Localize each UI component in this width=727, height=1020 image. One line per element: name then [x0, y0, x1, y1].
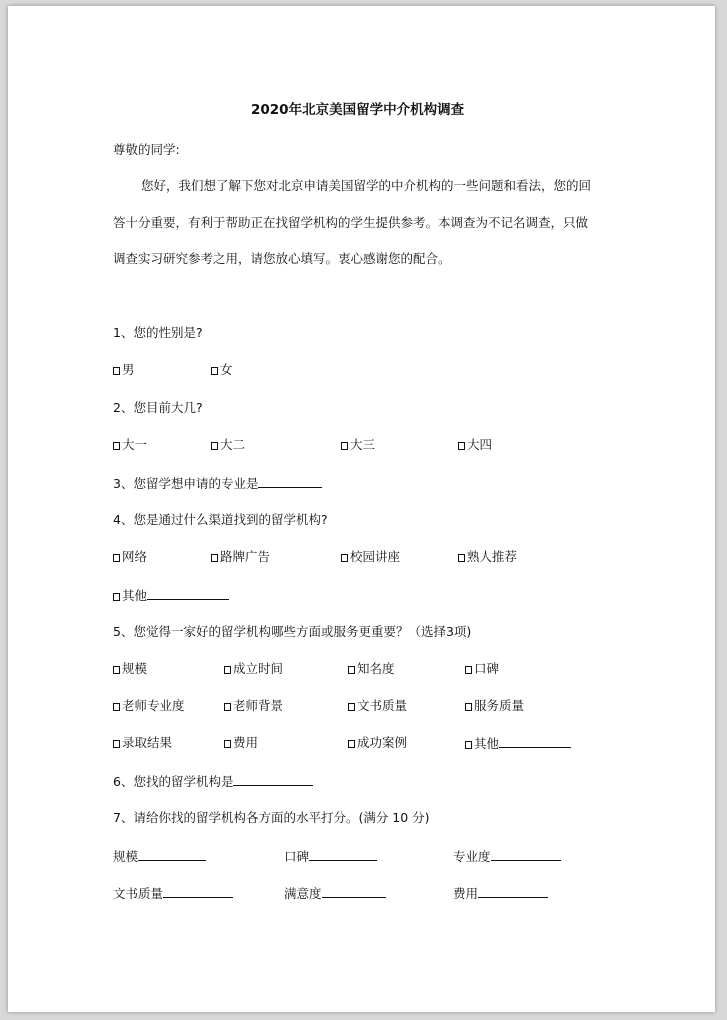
rating-fees: 费用 — [453, 885, 548, 902]
option-campus-talk[interactable]: 校园讲座 — [341, 549, 400, 565]
option-other-factor[interactable]: 其他 — [465, 735, 571, 752]
checkbox-icon[interactable] — [113, 740, 120, 748]
checkbox-icon[interactable] — [211, 442, 218, 450]
rating-scale-blank[interactable] — [138, 848, 206, 861]
rating-fees-blank[interactable] — [478, 885, 548, 898]
other-channel-blank[interactable] — [147, 587, 229, 600]
intro-line-3: 调查实习研究参考之用，请您放心填写。衷心感谢您的配合。 — [113, 251, 451, 266]
option-teacher-background[interactable]: 老师背景 — [224, 698, 283, 714]
option-admission-results[interactable]: 录取结果 — [113, 735, 172, 751]
option-internet[interactable]: 网络 — [113, 549, 147, 565]
other-factor-blank[interactable] — [499, 735, 571, 748]
option-teacher-expertise[interactable]: 老师专业度 — [113, 698, 185, 714]
checkbox-icon[interactable] — [465, 703, 472, 711]
checkbox-icon[interactable] — [341, 442, 348, 450]
checkbox-icon[interactable] — [113, 554, 120, 562]
option-word-of-mouth[interactable]: 口碑 — [465, 661, 499, 677]
option-founded-time[interactable]: 成立时间 — [224, 661, 283, 677]
greeting: 尊敬的同学: — [113, 142, 180, 157]
checkbox-icon[interactable] — [348, 703, 355, 711]
option-scale[interactable]: 规模 — [113, 661, 147, 677]
checkbox-icon[interactable] — [113, 367, 120, 375]
question-2: 2、您目前大几? — [113, 400, 203, 415]
checkbox-icon[interactable] — [113, 442, 120, 450]
question-5: 5、您觉得一家好的留学机构哪些方面或服务更重要？（选择3项) — [113, 624, 472, 639]
rating-document-quality-blank[interactable] — [163, 885, 233, 898]
option-other-channel[interactable]: 其他 — [113, 587, 229, 604]
option-year-2[interactable]: 大二 — [211, 437, 245, 453]
checkbox-icon[interactable] — [348, 740, 355, 748]
rating-expertise: 专业度 — [453, 848, 561, 865]
rating-scale: 规模 — [113, 848, 206, 865]
option-male[interactable]: 男 — [113, 362, 135, 378]
option-fees[interactable]: 费用 — [224, 735, 258, 751]
checkbox-icon[interactable] — [211, 367, 218, 375]
checkbox-icon[interactable] — [224, 740, 231, 748]
option-referral[interactable]: 熟人推荐 — [458, 549, 517, 565]
checkbox-icon[interactable] — [348, 666, 355, 674]
rating-word-of-mouth: 口碑 — [284, 848, 377, 865]
rating-word-of-mouth-blank[interactable] — [309, 848, 377, 861]
agency-blank[interactable] — [233, 773, 313, 786]
option-year-4[interactable]: 大四 — [458, 437, 492, 453]
checkbox-icon[interactable] — [211, 554, 218, 562]
rating-expertise-blank[interactable] — [491, 848, 561, 861]
option-year-1[interactable]: 大一 — [113, 437, 147, 453]
option-document-quality[interactable]: 文书质量 — [348, 698, 407, 714]
question-1: 1、您的性别是? — [113, 325, 203, 340]
checkbox-icon[interactable] — [341, 554, 348, 562]
rating-satisfaction: 满意度 — [284, 885, 386, 902]
question-7: 7、请给你找的留学机构各方面的水平打分。(满分 10 分) — [113, 810, 430, 825]
checkbox-icon[interactable] — [458, 442, 465, 450]
option-female[interactable]: 女 — [211, 362, 233, 378]
option-reputation[interactable]: 知名度 — [348, 661, 395, 677]
checkbox-icon[interactable] — [113, 666, 120, 674]
rating-satisfaction-blank[interactable] — [322, 885, 386, 898]
major-blank[interactable] — [258, 475, 322, 488]
option-service-quality[interactable]: 服务质量 — [465, 698, 524, 714]
option-year-3[interactable]: 大三 — [341, 437, 375, 453]
checkbox-icon[interactable] — [224, 666, 231, 674]
question-3: 3、您留学想申请的专业是 — [113, 475, 322, 492]
question-6: 6、您找的留学机构是 — [113, 773, 313, 790]
option-success-cases[interactable]: 成功案例 — [348, 735, 407, 751]
checkbox-icon[interactable] — [458, 554, 465, 562]
question-4: 4、您是通过什么渠道找到的留学机构? — [113, 512, 328, 527]
intro-line-2: 答十分重要，有利于帮助正在找留学机构的学生提供参考。本调查为不记名调查，只做 — [113, 215, 589, 230]
document-page — [8, 6, 715, 1012]
intro-line-1: 您好，我们想了解下您对北京申请美国留学的中介机构的一些问题和看法，您的回 — [141, 178, 592, 193]
checkbox-icon[interactable] — [224, 703, 231, 711]
checkbox-icon[interactable] — [465, 741, 472, 749]
checkbox-icon[interactable] — [465, 666, 472, 674]
document-title: 2020年北京美国留学中介机构调查 — [251, 102, 465, 118]
checkbox-icon[interactable] — [113, 703, 120, 711]
checkbox-icon[interactable] — [113, 593, 120, 601]
rating-document-quality: 文书质量 — [113, 885, 233, 902]
option-billboard[interactable]: 路牌广告 — [211, 549, 270, 565]
